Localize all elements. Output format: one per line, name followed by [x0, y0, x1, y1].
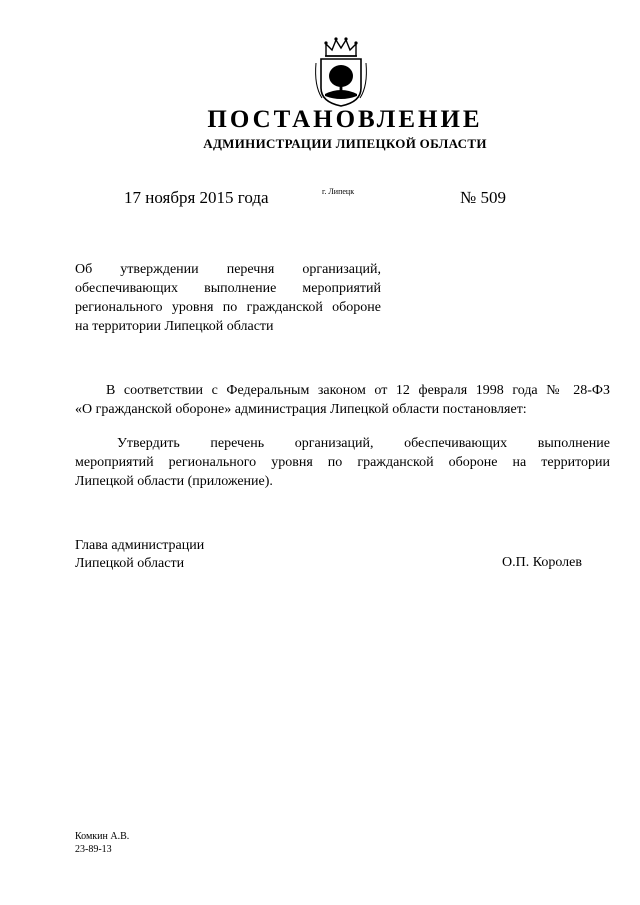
paragraph-line: В соответствии с Федеральным законом от 12 февраля 1998 года № 28-ФЗ	[106, 383, 610, 398]
document-title: ПОСТАНОВЛЕНИЕ	[207, 106, 483, 133]
lipetsk-coat-of-arms-icon	[312, 36, 370, 108]
document-city: г. Липецк	[322, 187, 355, 196]
subject-line: обеспечивающих выполнение мероприятий	[75, 281, 381, 296]
subject-line: Об утверждении перечня организаций,	[75, 262, 381, 277]
author-name: Комкин А.В.	[75, 831, 130, 842]
subject-line: регионального уровня по гражданской обороне	[75, 300, 381, 315]
paragraph-line: «О гражданской обороне» администрация Липецкой области постановляет:	[75, 402, 527, 417]
signatory-position-line: Липецкой области	[75, 556, 185, 571]
signatory-position-line: Глава администрации	[75, 538, 205, 553]
body-paragraph-preamble	[75, 381, 610, 419]
author-block	[75, 830, 129, 856]
paragraph-line: Липецкой области (приложение).	[75, 474, 273, 489]
document-subject	[75, 260, 381, 336]
body-paragraph-resolution	[75, 434, 610, 491]
document-number: № 509	[460, 188, 506, 207]
signatory-name: О.П. Королев	[502, 555, 582, 570]
document-issuer: АДМИНИСТРАЦИИ ЛИПЕЦКОЙ ОБЛАСТИ	[203, 136, 487, 151]
paragraph-line: мероприятий регионального уровня по гражданской обороне на территории	[75, 455, 610, 470]
paragraph-line: Утвердить перечень организаций, обеспечивающих выполнение	[117, 436, 610, 451]
subject-line: на территории Липецкой области	[75, 319, 274, 334]
document-date: 17 ноября 2015 года	[124, 188, 269, 207]
signatory-position	[75, 537, 204, 573]
author-phone: 23-89-13	[75, 844, 112, 855]
